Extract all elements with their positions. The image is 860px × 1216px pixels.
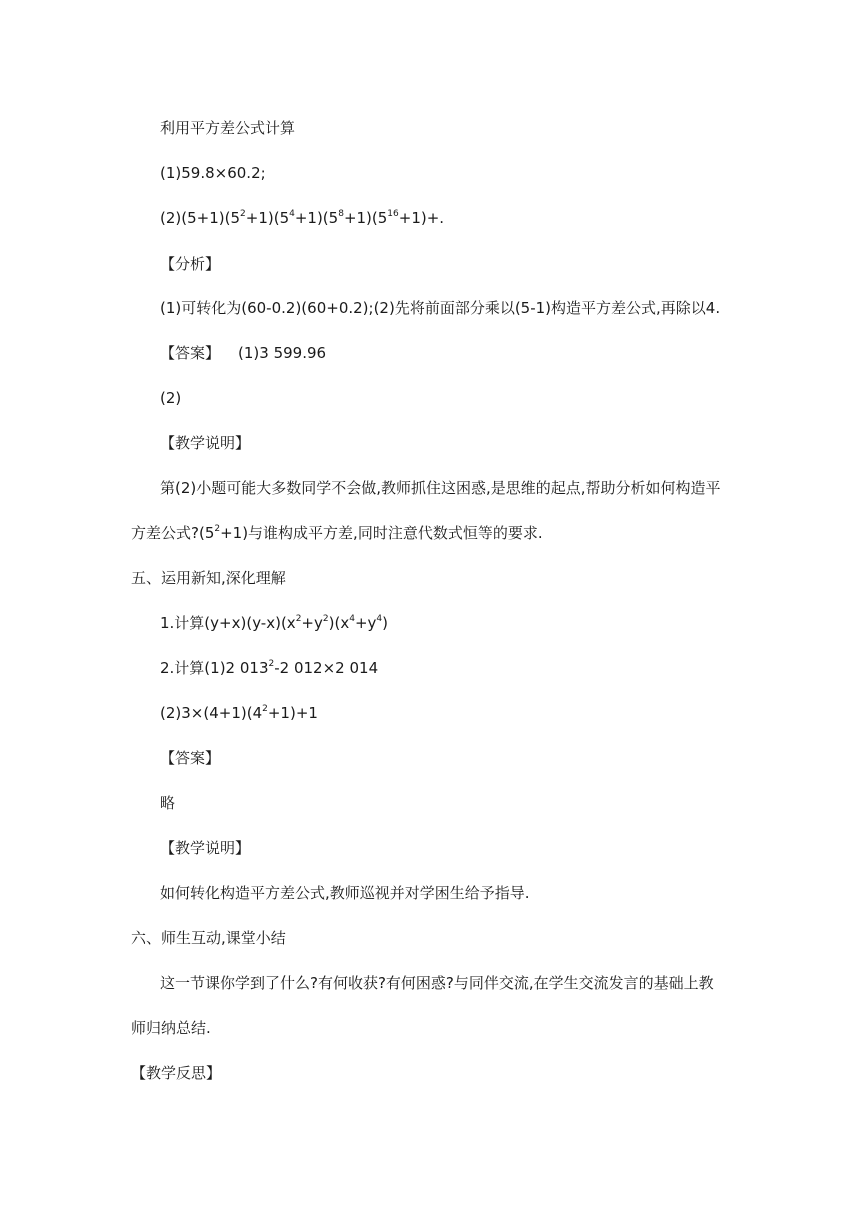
section-5-heading: 五、运用新知,深化理解 xyxy=(131,569,286,587)
teaching-note-label: 【教学说明】 xyxy=(160,434,251,452)
exercise-2-2: $(2)3\times(4+1)(4^2+1)+1$ xyxy=(160,704,318,722)
teaching-note-text-2: 如何转化构造平方差公式,教师巡视并对学困生给予指导. xyxy=(160,884,530,902)
teaching-note-text: 第(2)小题可能大多数同学不会做,教师抓住这困惑,是思维的起点,帮助分析如何构造平 xyxy=(160,479,721,497)
answer-text-2: 略 xyxy=(160,794,176,812)
analysis-label: 【分析】 xyxy=(160,255,221,273)
answer-value: (1)3 599.96 xyxy=(238,344,327,362)
section-6-heading: 六、师生互动,课堂小结 xyxy=(131,929,286,947)
answer-line xyxy=(160,343,326,363)
summary-text-cont: 师归纳总结. xyxy=(131,1019,211,1037)
analysis-text: (1)可转化为(60-0.2)(60+0.2);(2)先将前面部分乘以(5-1)构造平方差公式,再除以4. xyxy=(160,299,721,317)
exercise-1: 1.计算$(y+x)(y-x)(x^2+y^2)(x^4+y^4)$ xyxy=(160,614,388,632)
answer-label: 【答案】 xyxy=(160,344,221,362)
problem-1: (1)59.8×60.2; xyxy=(160,164,266,182)
teaching-note-label-2: 【教学说明】 xyxy=(160,839,251,857)
reflection-label: 【教学反思】 xyxy=(131,1064,222,1082)
teaching-note-text-cont: 方差公式$?(5^2+1)$与谁构成平方差,同时注意代数式恒等的要求. xyxy=(131,524,543,542)
answer-label-2: 【答案】 xyxy=(160,749,221,767)
exercise-2-1: 2.计算(1)2 $013^2-2$ 012×2 014 xyxy=(160,659,379,677)
problem-heading: 利用平方差公式计算 xyxy=(160,119,296,137)
summary-text: 这一节课你学到了什么?有何收获?有何困惑?与同伴交流,在学生交流发言的基础上教 xyxy=(160,974,714,992)
problem-2: $(2)(5+1)(5^2+1)(5^4+1)(5^8+1)(5^{16}+1)+$. xyxy=(160,209,445,227)
answer-part-2: (2) xyxy=(160,389,182,407)
